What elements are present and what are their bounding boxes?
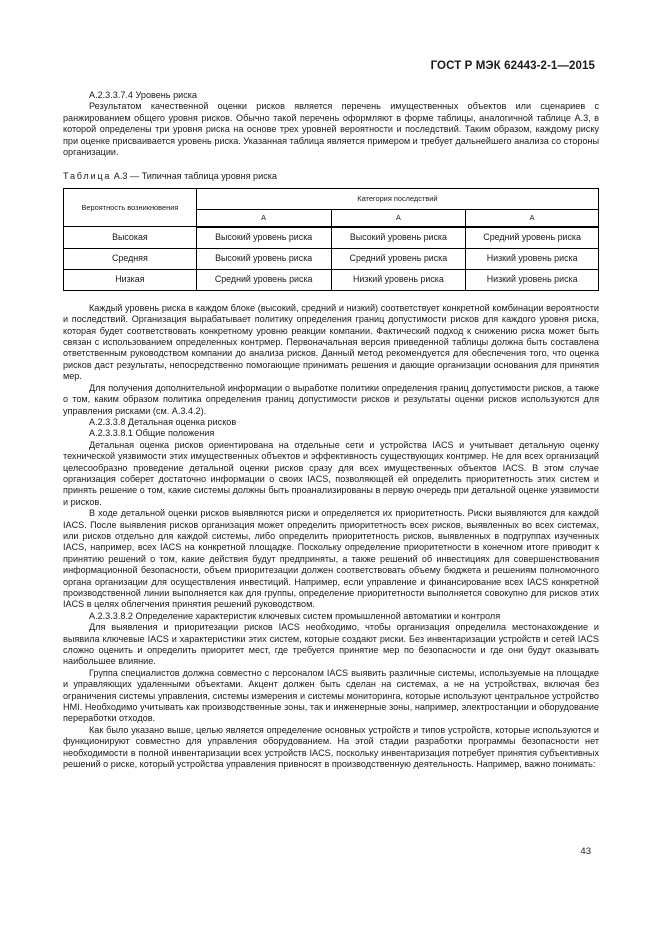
paragraph: В ходе детальной оценки рисков выявляются риски и определяется их приоритетность. Риски выявляются для каждой IACS. После выявления рисков организация может определить приоритетность всех рисков, выявленных во всех системах, или рисков отдельно для каждой системы, либо определить приоритетность рисков, выявленных в подгруппах изученных IACS, например, всех IACS на конкретной площадке. Поскольку определение приоритетности в конечном итоге приводит к принятию решений о том, какие действия будут предприняты, а также решений об инвестициях для совершенствования информационной безопасности, объем приоритезации должен соответствовать объему бюджета и решениям полномочного органа организации для осуществления инвестиций. Например, если управление и финансирование всех IACS конкретной производственной линии выполняется как для группы, определение приоритетности выполняется совокупно для рисков этих IACS в целях облегчения принятия решений руководством. [63, 508, 599, 610]
table-header-consequence: Категория последствий [196, 188, 598, 209]
paragraph: Как было указано выше, целью является определение основных устройств и типов устройств, которые используются и функционируют совместно для управления оборудованием. На этой стадии разработки программы безопасности нет необходимости в полной инвентаризации всех устройств IACS, поскольку инвентаризация потребует принятия субъективных решений о риске, который устройства управления привносят в производственную деятельность. Например, важно понимать: [63, 724, 599, 770]
paragraph: Группа специалистов должна совместно с персоналом IACS выявить различные системы, используемые на площадке и управляющих удаленными объектами. Акцент должен быть сделан на системах, а не на устройствах, включая без ограничения системы управления, системы измерения и системы мониторинга, которые используют центральное устройство HMI. Необходимо учитывать как производственные зоны, так и инженерные зоны, например, электростанции и оборудование переработки отходов. [63, 667, 599, 724]
table-cell: Высокий уровень риска [331, 227, 466, 249]
section-heading: А.2.3.3.8 Детальная оценка рисков [89, 416, 237, 427]
table-header-likelihood: Вероятность возникновения [64, 188, 197, 227]
table-caption-label: Таблица [63, 171, 112, 182]
table-row [64, 248, 599, 269]
section-heading: А.2.3.3.8.2 Определение характеристик ключевых систем промышленной автоматики и контроля [89, 610, 501, 621]
paragraph: Детальная оценка рисков ориентирована на отдельные сети и устройства IACS и учитывает детальную оценку технической уязвимости этих имущественных объектов и эффективность существующих контрмер. Не для всех организаций целесообразно проведение детальной оценки рисков сразу для всех имущественных объектов IACS. В этом случае организация соберет достаточно информации о своих IACS, позволяющей ей определить приоритетность этих систем и принять решение о том, какие системы должны быть проанализированы в первую очередь при детальной оценке уязвимости и рисков. [63, 439, 599, 507]
table-cell: Высокий уровень риска [196, 227, 331, 249]
document-header: ГОСТ Р МЭК 62443-2-1—2015 [430, 60, 595, 72]
table-row [64, 269, 599, 290]
paragraph: Для получения дополнительной информации о выработке политики определения границ допустимости рисков, а также о том, каким образом политика определения границ допустимости рисков и результаты оценки рисков используются для управления рисками (см. А.3.4.2). [63, 382, 599, 416]
section-heading: А.2.3.3.7.4 Уровень риска [89, 90, 197, 100]
table-cell: Высокий уровень риска [196, 248, 331, 269]
paragraph: Результатом качественной оценки рисков является перечень имущественных объектов или сценариев с ранжированием общего уровня рисков. Обычно такой перечень оформляют в форме таблицы, аналогичной таблице А.3, в которой определены три уровня риска на основе трех уровней вероятности и последствий. Таким образом, каждому риску при оценке присваивается уровень риска. Указанная таблица является примером и требует дальнейшего анализа со стороны организации. [63, 101, 599, 158]
table-subheader: A [466, 209, 599, 227]
page-number: 43 [580, 846, 591, 857]
risk-level-table [63, 188, 599, 291]
table-cell: Низкий уровень риска [466, 269, 599, 290]
table-cell: Низкий уровень риска [331, 269, 466, 290]
table-caption-text: А.3 — Типичная таблица уровня риска [111, 171, 277, 182]
table-cell-likelihood: Низкая [64, 269, 197, 290]
paragraph: Для выявления и приоритезации рисков IACS необходимо, чтобы организация определила местонахождение и выявила ключевые IACS и характеристики этих систем, которые создают риски. Без инвентаризации устройств и сетей IACS сложно оценить и определить приоритет мест, где требуется принятие мер по безопасности и где они будут оказывать наибольшее влияние. [63, 622, 599, 667]
table-subheader: A [196, 209, 331, 227]
table-cell: Средний уровень риска [331, 248, 466, 269]
table-cell: Средний уровень риска [466, 227, 599, 249]
table-subheader: A [331, 209, 466, 227]
table-cell-likelihood: Средняя [64, 248, 197, 269]
table-caption [63, 171, 599, 182]
table-cell-likelihood: Высокая [64, 227, 197, 249]
table-row [64, 227, 599, 249]
table-cell: Низкий уровень риска [466, 248, 599, 269]
page-content [63, 90, 599, 771]
section-heading: А.2.3.3.8.1 Общие положения [89, 428, 215, 439]
table-cell: Средний уровень риска [196, 269, 331, 290]
paragraph: Каждый уровень риска в каждом блоке (высокий, средний и низкий) соответствует конкретной комбинации вероятности и последствий. Организация вырабатывает политику определения границ допустимости рисков для каждого уровня риска, которая будет соответствовать конкретному уровню реакции компании. Фактический подход к снижению риска может быть связан с использованием определенных контрмер. Первоначальная версия приведенной таблицы должна быть составлена ответственным руководством компании до анализа рисков. Данный метод рекомендуется для обеспечения того, что оценка рисков даст результаты, непосредственно помогающие принимать решения и дающие организации основания для принятия мер. [63, 302, 599, 382]
